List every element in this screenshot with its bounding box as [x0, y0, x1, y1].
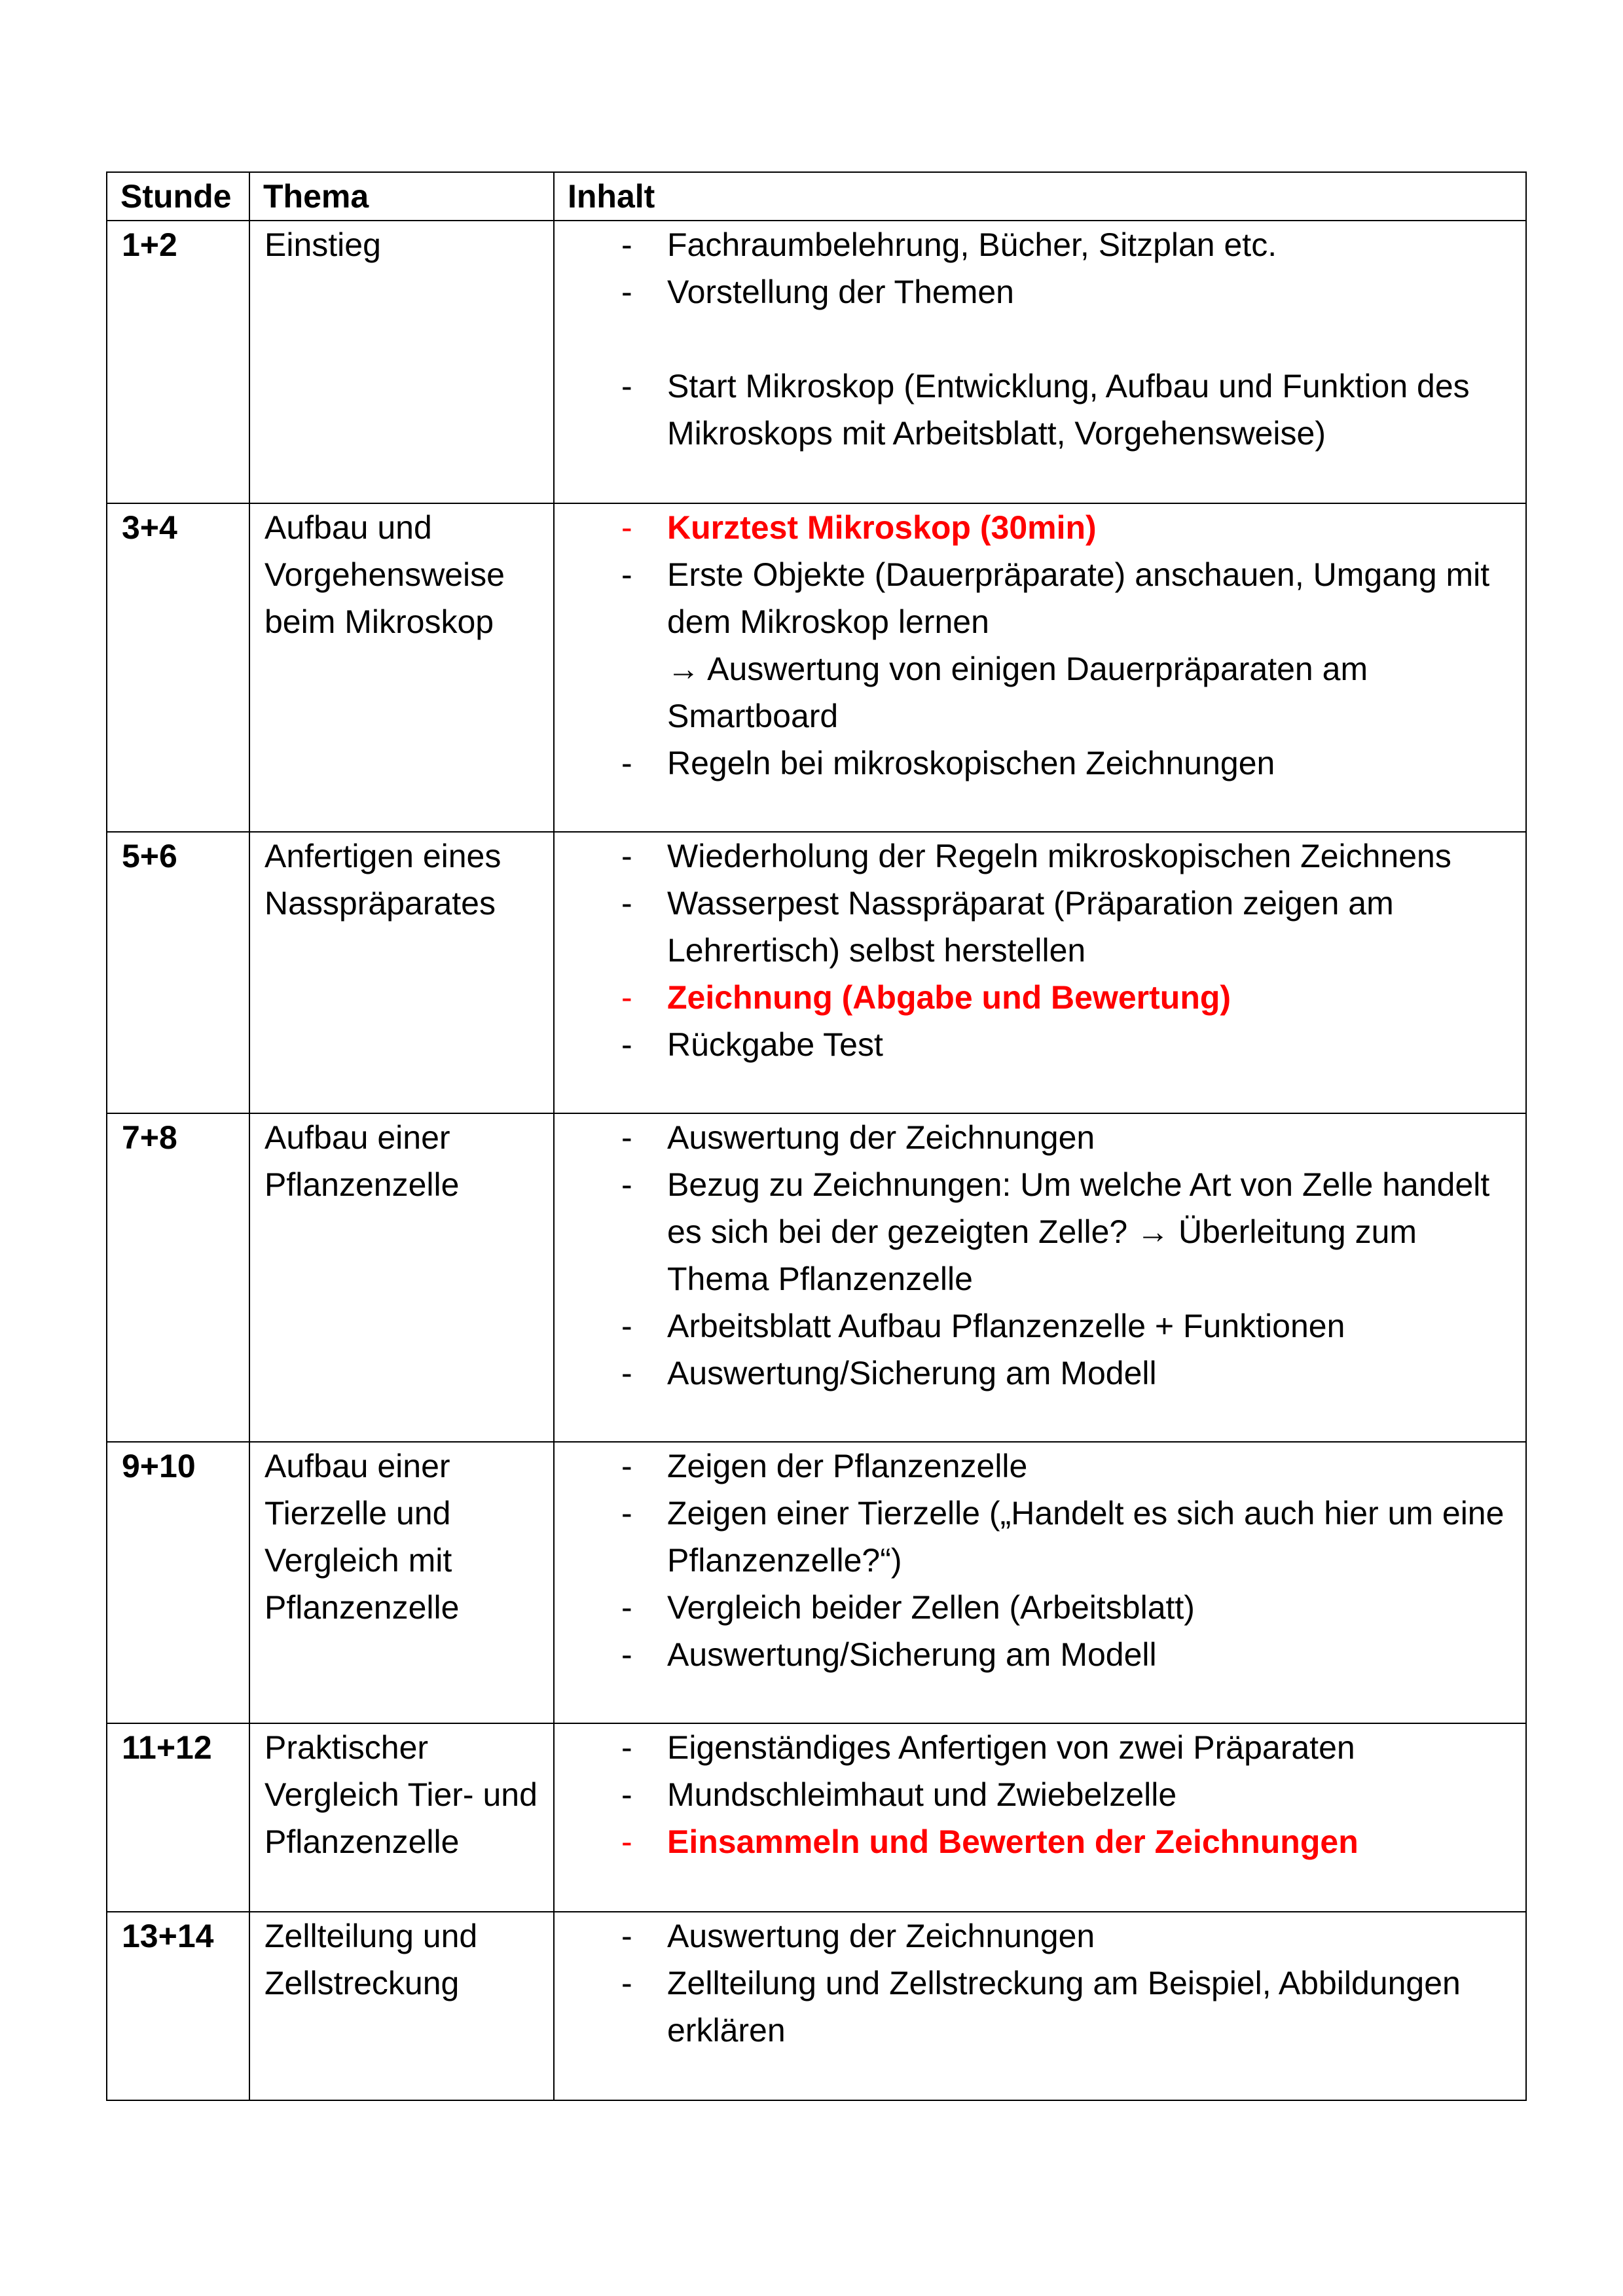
- list-item: - Zellteilung und Zellstreckung am Beispiel, Abbildungen erklären: [555, 1960, 1514, 2054]
- list-item-highlight: - Einsammeln und Bewerten der Zeichnungen: [555, 1818, 1514, 1865]
- row-thema: Aufbau einer Tierzelle und Vergleich mit Pflanzenzelle: [249, 1442, 554, 1723]
- content-list: [555, 1114, 1514, 1397]
- row-inhalt: [554, 1723, 1526, 1912]
- header-stunde: Stunde: [107, 172, 249, 221]
- content-list: [555, 504, 1514, 787]
- content-list: [555, 1443, 1514, 1678]
- content-list: [555, 1912, 1514, 2054]
- lesson-plan-table: [106, 171, 1527, 2101]
- list-item: [555, 551, 1514, 740]
- row-inhalt: [554, 1912, 1526, 2100]
- row-thema: Aufbau einer Pflanzenzelle: [249, 1113, 554, 1442]
- row-stunde: 11+12: [107, 1723, 249, 1912]
- list-item-highlight: - Zeichnung (Abgabe und Bewertung): [555, 974, 1514, 1021]
- list-item: - Rückgabe Test: [555, 1021, 1514, 1068]
- table-row: [107, 832, 1526, 1113]
- row-stunde: 1+2: [107, 221, 249, 503]
- row-stunde: 13+14: [107, 1912, 249, 2100]
- list-item: - Wiederholung der Regeln mikroskopischen Zeichnens: [555, 833, 1514, 880]
- arrow-note: → Auswertung von einigen Dauerpräparaten am Smartboard: [667, 651, 1368, 734]
- list-item: - Regeln bei mikroskopischen Zeichnungen: [555, 740, 1514, 787]
- table-row: [107, 1113, 1526, 1442]
- row-inhalt: [554, 832, 1526, 1113]
- list-item: - Eigenständiges Anfertigen von zwei Präparaten: [555, 1724, 1514, 1771]
- row-stunde: 9+10: [107, 1442, 249, 1723]
- row-thema: Anfertigen eines Nasspräparates: [249, 832, 554, 1113]
- list-item: - Vorstellung der Themen: [555, 268, 1514, 315]
- row-inhalt: [554, 503, 1526, 832]
- list-item: - Auswertung/Sicherung am Modell: [555, 1631, 1514, 1678]
- table-row: [107, 503, 1526, 832]
- list-item: - Mundschleimhaut und Zwiebelzelle: [555, 1771, 1514, 1818]
- list-item: - Fachraumbelehrung, Bücher, Sitzplan etc.: [555, 221, 1514, 268]
- list-item: - Vergleich beider Zellen (Arbeitsblatt): [555, 1584, 1514, 1631]
- table-row: [107, 1912, 1526, 2100]
- content-list: [555, 1724, 1514, 1865]
- list-item: - Auswertung/Sicherung am Modell: [555, 1350, 1514, 1397]
- list-item: - Zeigen einer Tierzelle („Handelt es sich auch hier um eine Pflanzenzelle?“): [555, 1490, 1514, 1584]
- list-item: - Start Mikroskop (Entwicklung, Aufbau und Funktion des Mikroskops mit Arbeitsblatt, Vorgehensweise): [555, 363, 1514, 457]
- row-thema: Aufbau und Vorgehensweise beim Mikroskop: [249, 503, 554, 832]
- list-item: - Auswertung der Zeichnungen: [555, 1114, 1514, 1161]
- row-inhalt: [554, 1113, 1526, 1442]
- list-item: - Wasserpest Nasspräparat (Präparation zeigen am Lehrertisch) selbst herstellen: [555, 880, 1514, 974]
- table-row: [107, 221, 1526, 503]
- table-header-row: [107, 172, 1526, 221]
- row-thema: Praktischer Vergleich Tier- und Pflanzenzelle: [249, 1723, 554, 1912]
- row-stunde: 7+8: [107, 1113, 249, 1442]
- row-inhalt: [554, 221, 1526, 503]
- row-thema: Einstieg: [249, 221, 554, 503]
- list-item: - Zeigen der Pflanzenzelle: [555, 1443, 1514, 1490]
- content-list: [555, 221, 1514, 457]
- row-inhalt: [554, 1442, 1526, 1723]
- row-stunde: 5+6: [107, 832, 249, 1113]
- list-item-highlight: - Kurztest Mikroskop (30min): [555, 504, 1514, 551]
- table-row: [107, 1442, 1526, 1723]
- row-thema: Zellteilung und Zellstreckung: [249, 1912, 554, 2100]
- list-item: - Arbeitsblatt Aufbau Pflanzenzelle + Funktionen: [555, 1302, 1514, 1350]
- list-item: - Auswertung der Zeichnungen: [555, 1912, 1514, 1960]
- content-list: [555, 833, 1514, 1068]
- header-thema: Thema: [249, 172, 554, 221]
- list-item-text: - Erste Objekte (Dauerpräparate) anschauen, Umgang mit dem Mikroskop lernen: [667, 556, 1490, 640]
- row-stunde: 3+4: [107, 503, 249, 832]
- table-row: [107, 1723, 1526, 1912]
- header-inhalt: Inhalt: [554, 172, 1526, 221]
- list-item: - Bezug zu Zeichnungen: Um welche Art von Zelle handelt es sich bei der gezeigten Zelle? → Überleitung zum Thema Pflanzenzelle: [555, 1161, 1514, 1302]
